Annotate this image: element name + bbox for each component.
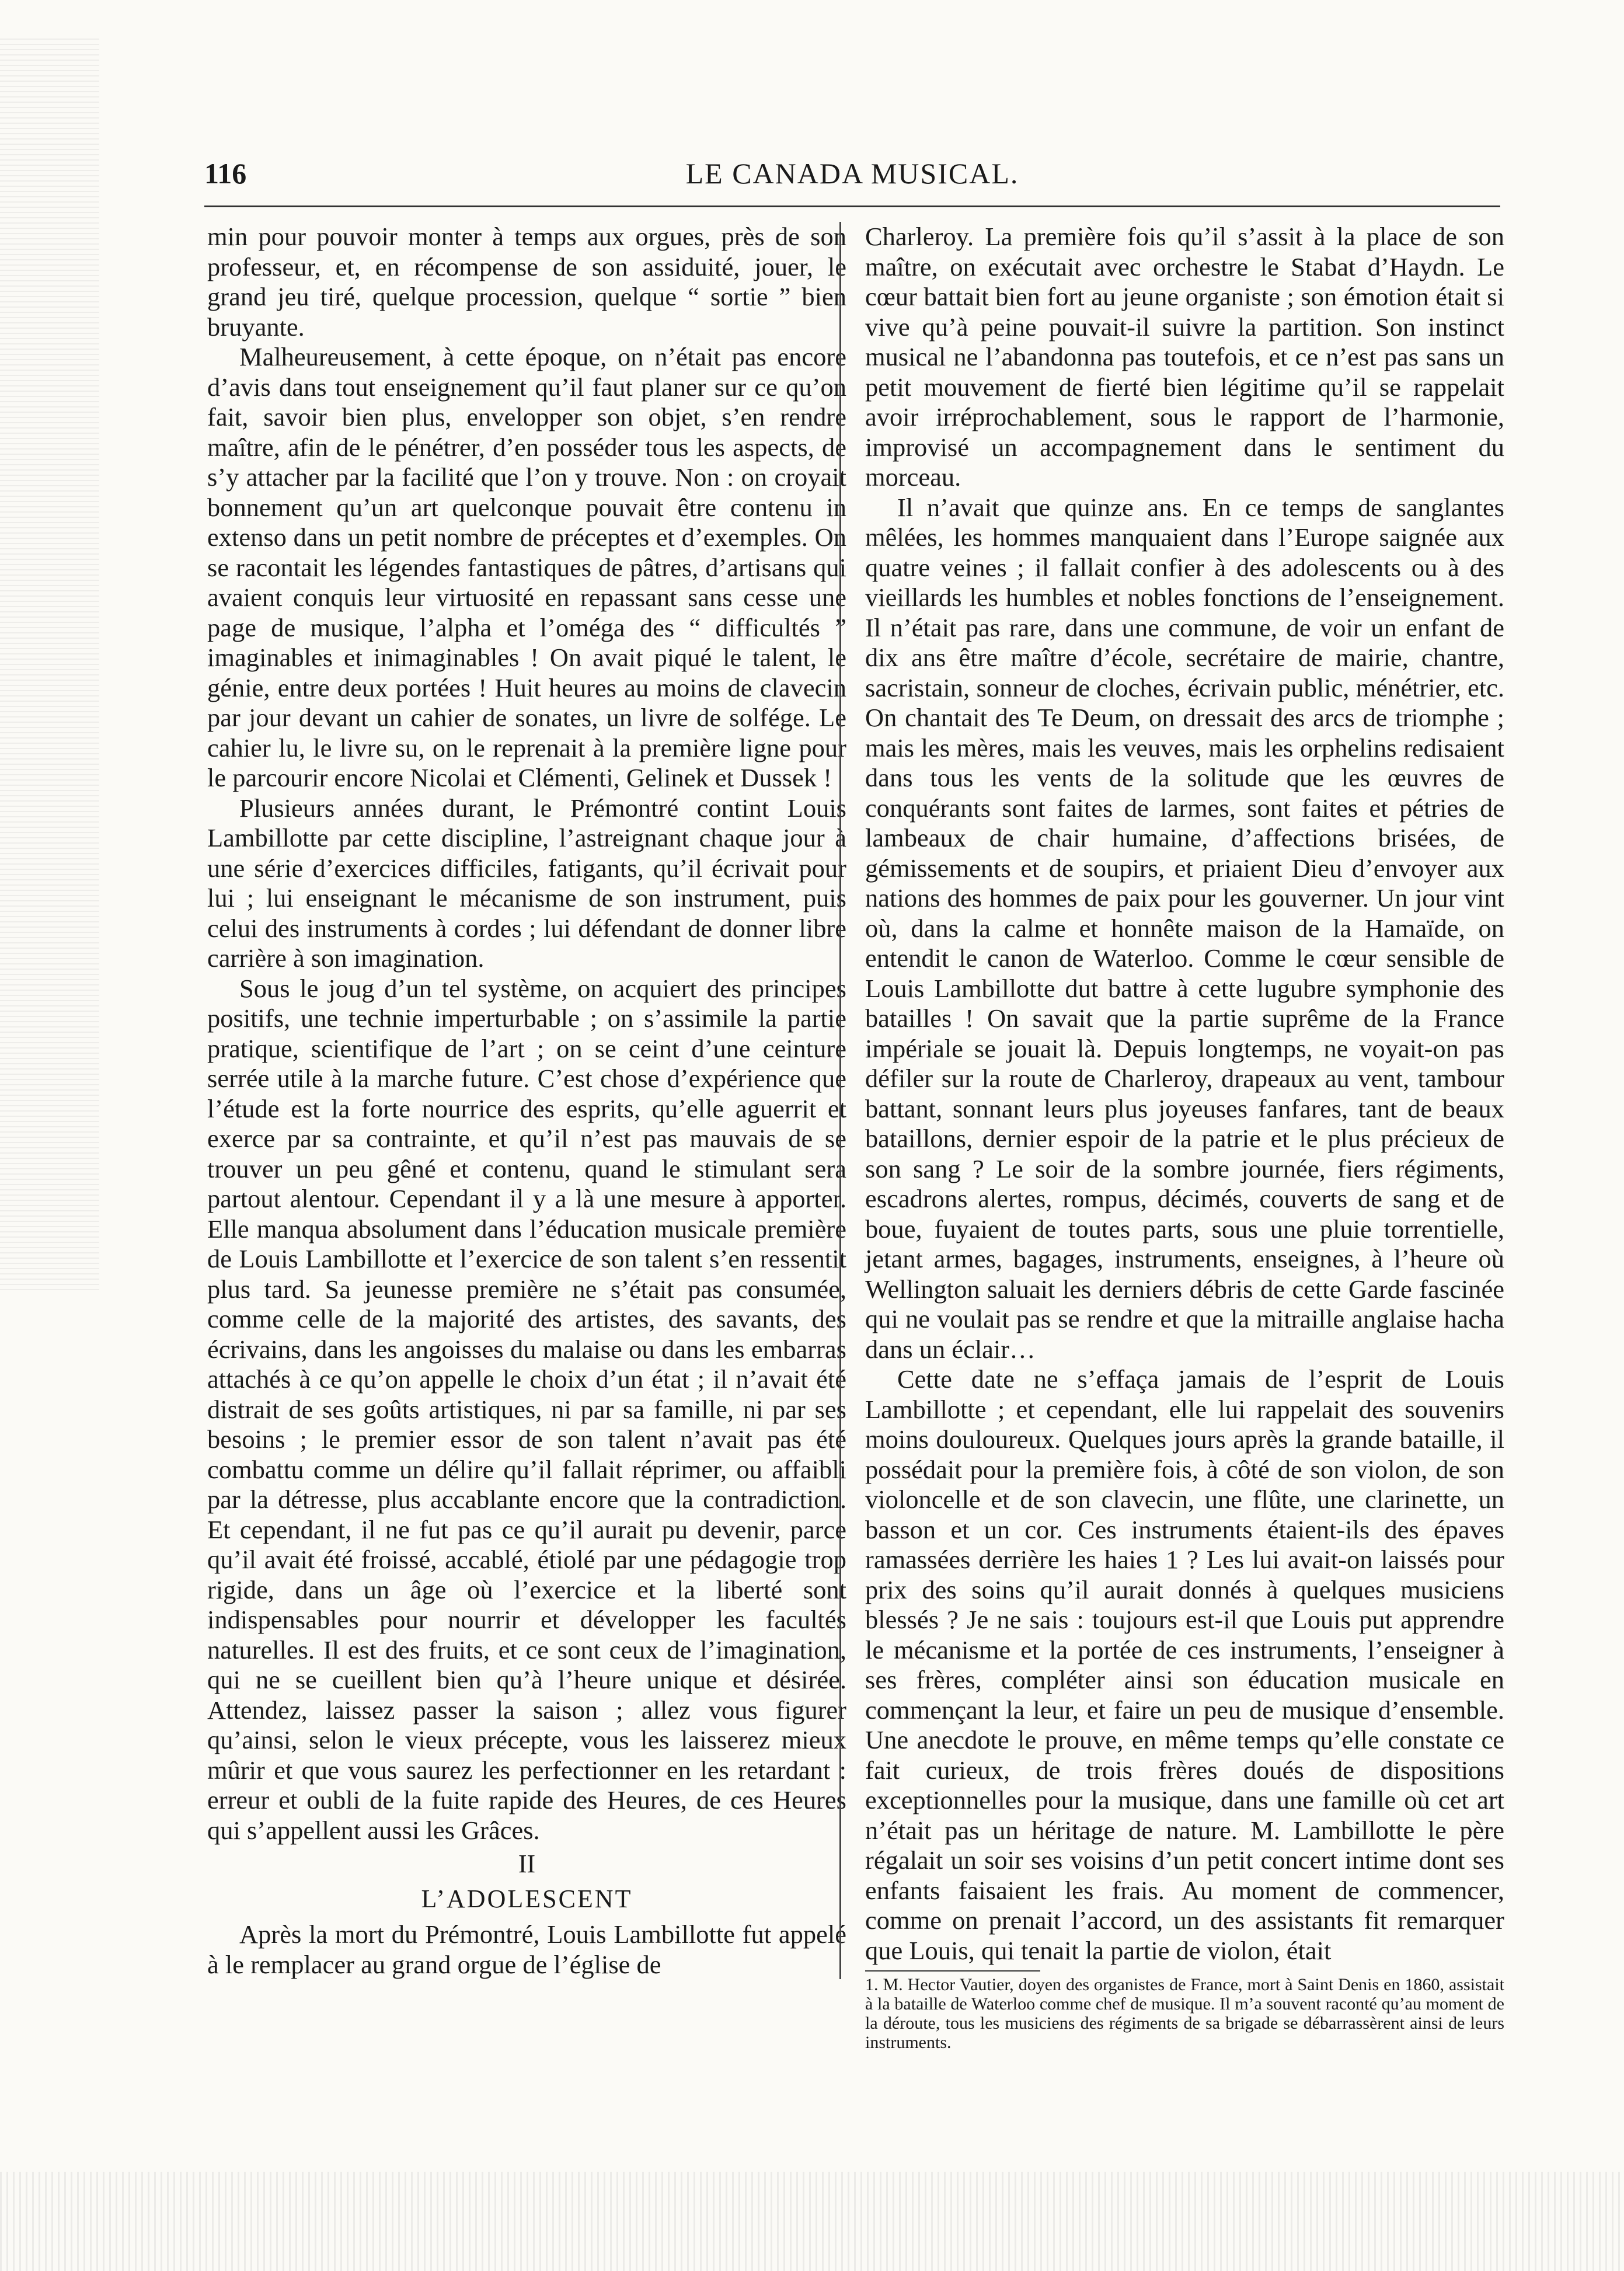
paragraph: Cette date ne s’effaça jamais de l’esprit de Louis Lambillotte ; et cependant, elle lui rappelait des souvenirs moins douloureux. Quelques jours après la grande bataille, il possédait pour la première fois, à côté de son violon, de son violoncelle et de son clavecin, une flûte, une clarinette, un basson et un cor. Ces instruments étaient-ils des épaves ramassées derrière les haies 1 ? Les lui avait-on laissés pour prix des soins qu’il aurait donnés à quelques musiciens blessés ? Je ne sais : toujours est-il que Louis put apprendre le mécanisme et la portée de ces instruments, l’enseigner à ses frères, compléter ainsi son éducation musicale en commençant la leur, et faire un peu de musique d’ensemble. Une anecdote le prouve, en même temps qu’elle constate ce fait curieux, de trois frères doués de dispositions exceptionnelles pour la musique, dans une famille où cet art n’était pas un héritage de nature. M. Lambillotte le père régalait un soir ses voisins d’un petit concert intime dont ses enfants faisaient les frais. Au moment de commencer, comme on prenait l’accord, un des assistants fit remarquer que Louis, qui tenait la partie de violon, était — [865, 1364, 1504, 1965]
scan-bottom-artifact — [0, 2172, 1624, 2271]
paragraph: Sous le joug d’un tel système, on acquiert des principes positifs, une technie imperturbable ; on s’assimile la partie pratique, scientifique de l’art ; on se ceint d’une ceinture serrée utile à la marche future. C’est chose d’expérience que l’étude est la forte nourrice des esprits, qu’elle aguerrit et exerce par sa contrainte, et qu’il n’est pas mauvais de se trouver un peu gêné et contenu, quand le stimulant sera partout alentour. Cependant il y a là une mesure à apporter. Elle manqua absolument dans l’éducation musicale première de Louis Lambillotte et l’exercice de son talent s’en ressentit plus tard. Sa jeunesse première ne s’était pas consumée, comme celle de la majorité des artistes, des savants, des écrivains, dans les angoisses du malaise ou dans les embarras attachés à ce qu’on appelle le choix d’un état ; il n’avait été distrait de ses goûts artistiques, ni par sa famille, ni par ses besoins ; le premier essor de son talent n’avait pas été combattu comme un délire qu’il fallait réprimer, ou affaibli par la détresse, plus accablante encore que la contradiction. Et cependant, il ne fut pas ce qu’il aurait pu devenir, parce qu’il avait été froissé, accablé, étiolé par une pédagogie trop rigide, dans un âge où l’exercice et la liberté sont indispensables pour nourrir et développer les facultés naturelles. Il est des fruits, et ce sont ceux de l’imagination, qui ne se cueillent bien qu’à l’heure unique et désirée. Attendez, laissez passer la saison ; allez vous figurer qu’ainsi, selon le vieux précepte, vous les laisserez mieux mûrir et que vous saurez les perfectionner en les retardant : erreur et oubli de la fuite rapide des Heures, de ces Heures qui s’appellent aussi les Grâces. — [207, 973, 846, 1845]
paragraph: Il n’avait que quinze ans. En ce temps de sanglantes mêlées, les hommes manquaient dans l’Europe saignée aux quatre veines ; il fallait confier à des adolescents ou à des vieillards les humbles et nobles fonctions de l’enseignement. Il n’était pas rare, dans une commune, de voir un enfant de dix ans être maître d’école, secrétaire de mairie, chantre, sacristain, sonneur de cloches, écrivain public, ménétrier, etc. On chantait des Te Deum, on dressait des arcs de triomphe ; mais les mères, mais les veuves, mais les orphelins redisaient dans tous les vents de la solitude que les œuvres de conquérants sont faites de larmes, sont faites et pétries de lambeaux de chair humaine, d’affections brisées, de gémissements et de soupirs, et priaient Dieu d’envoyer aux nations des hommes de paix pour les gouverner. Un jour vint où, dans la calme et honnête maison de la Hamaïde, on entendit le canon de Waterloo. Comme le cœur sensible de Louis Lambillotte dut battre à cette lugubre symphonie des batailles ! On savait que la partie suprême de la France impériale se jouait là. Depuis longtemps, ne voyait-on pas défiler sur la route de Charleroy, drapeaux au vent, tambour battant, sonnant leurs plus joyeuses fanfares, tant de beaux bataillons, dernier espoir de la patrie et le plus précieux de son sang ? Le soir de la sombre journée, fiers régiments, escadrons alertes, rompus, décimés, couverts de sang et de boue, fuyaient de toutes parts, sous une pluie torrentielle, jetant armes, bagages, instruments, enseignes, à l’heure où Wellington saluait les derniers débris de cette Garde fascinée qui ne voulait pas se rendre et que la mitraille anglaise hacha dans un éclair… — [865, 492, 1504, 1364]
right-column — [865, 222, 1504, 2052]
page-header — [204, 156, 1500, 197]
paragraph: min pour pouvoir monter à temps aux orgues, près de son professeur, et, en récompense de son assiduité, jouer, le grand jeu tiré, quelque procession, quelque “ sortie ” bien bruyante. — [207, 222, 846, 342]
scan-margin-artifact — [0, 35, 99, 1290]
paragraph: Plusieurs années durant, le Prémontré contint Louis Lambillotte par cette discipline, l’astreignant chaque jour à une série d’exercices difficiles, fatigants, qu’il écrivait pour lui ; lui enseignant le mécanisme de son instrument, puis celui des instruments à cordes ; lui défendant de donner libre carrière à son imagination. — [207, 793, 846, 973]
paragraph: Malheureusement, à cette époque, on n’était pas encore d’avis dans tout enseignement qu’il faut planer sur ce qu’on fait, savoir bien plus, envelopper son objet, s’en rendre maître, afin de le pénétrer, d’en posséder tous les aspects, de s’y attacher par la facilité que l’on y trouve. Non : on croyait bonnement qu’un art quelconque pouvait être contenu in extenso dans un petit nombre de préceptes et d’exemples. On se racontait les légendes fantastiques de pâtres, d’artisans qui avaient conquis leur virtuosité en repassant sans cesse une page de musique, l’alpha et l’oméga des “ difficultés ” imaginables et inimaginables ! On avait piqué le talent, le génie, entre deux portées ! Huit heures au moins de clavecin par jour devant un cahier de sonates, un livre de solfége. Le cahier lu, le livre su, on le reprenait à la première ligne pour le parcourir encore Nicolai et Clémenti, Gelinek et Dussek ! — [207, 342, 846, 792]
section-title: L’ADOLESCENT — [421, 1884, 633, 1913]
footnote: 1. M. Hector Vautier, doyen des organistes de France, mort à Saint Denis en 1860, assistait à la bataille de Waterloo comme chef de musique. Il m’a souvent raconté qu’au moment de la déroute, tous les musiciens des régiments de sa brigade se débarrassèrent ainsi de leurs instruments. — [865, 1975, 1504, 2052]
paragraph: Charleroy. La première fois qu’il s’assit à la place de son maître, on exécutait avec orchestre le Stabat d’Haydn. Le cœur battait bien fort au jeune organiste ; son émotion était si vive qu’à peine pouvait-il suivre la partition. Son instinct musical ne l’abandonna pas toutefois, et ce n’est pas sans un petit mouvement de fierté bien légitime qu’il se rappelait avoir irréprochablement, sous le rapport de l’harmonie, improvisé un accompagnement dans le sentiment du morceau. — [865, 222, 1504, 492]
paragraph: Après la mort du Prémontré, Louis Lambillotte fut appelé à le remplacer au grand orgue de l’église de — [207, 1920, 846, 1979]
column-divider — [839, 222, 841, 1979]
section-number: II — [518, 1849, 536, 1878]
header-rule — [204, 205, 1500, 207]
left-column — [207, 222, 846, 1980]
footnote-rule — [865, 1970, 1040, 1972]
page-number: 116 — [204, 157, 247, 190]
running-title: LE CANADA MUSICAL. — [685, 157, 1019, 190]
